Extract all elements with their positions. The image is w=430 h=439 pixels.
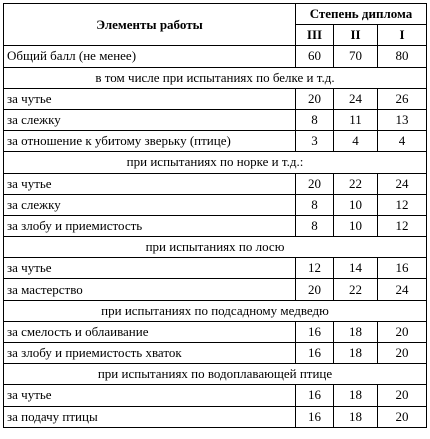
row-value-1: 20 bbox=[378, 321, 427, 342]
section-title: в том числе при испытаниях по белке и т.д. bbox=[4, 67, 427, 88]
row-label: за слежку bbox=[4, 194, 296, 215]
row-value-3: 3 bbox=[296, 131, 334, 152]
row-value-3: 12 bbox=[296, 258, 334, 279]
degree-2-header: II bbox=[334, 25, 378, 46]
row-value-1: 20 bbox=[378, 385, 427, 406]
table-row bbox=[4, 131, 427, 152]
row-label: за злобу и приемистость bbox=[4, 215, 296, 236]
total-row bbox=[4, 46, 427, 67]
row-value-2: 22 bbox=[334, 173, 378, 194]
row-value-3: 16 bbox=[296, 343, 334, 364]
row-value-2: 10 bbox=[334, 215, 378, 236]
row-value-1: 4 bbox=[378, 131, 427, 152]
row-value-2: 11 bbox=[334, 109, 378, 130]
total-label: Общий балл (не менее) bbox=[4, 46, 296, 67]
row-label: за подачу птицы bbox=[4, 406, 296, 427]
table-row bbox=[4, 279, 427, 300]
table-row bbox=[4, 173, 427, 194]
row-value-2: 10 bbox=[334, 194, 378, 215]
row-value-2: 24 bbox=[334, 88, 378, 109]
table-row bbox=[4, 321, 427, 342]
row-value-2: 18 bbox=[334, 321, 378, 342]
row-label: за злобу и приемистость хваток bbox=[4, 343, 296, 364]
row-value-2: 18 bbox=[334, 406, 378, 427]
row-value-2: 4 bbox=[334, 131, 378, 152]
total-value-3: 60 bbox=[296, 46, 334, 67]
row-value-3: 20 bbox=[296, 173, 334, 194]
section-title-row bbox=[4, 364, 427, 385]
degree-1-header: I bbox=[378, 25, 427, 46]
table-row bbox=[4, 406, 427, 427]
degree-header: Степень диплома bbox=[296, 4, 427, 25]
row-value-1: 24 bbox=[378, 173, 427, 194]
elements-header: Элементы работы bbox=[4, 4, 296, 46]
diploma-requirements-table bbox=[3, 3, 427, 428]
row-value-3: 20 bbox=[296, 88, 334, 109]
row-value-2: 18 bbox=[334, 385, 378, 406]
degree-3-header: III bbox=[296, 25, 334, 46]
total-value-2: 70 bbox=[334, 46, 378, 67]
section-title-row bbox=[4, 237, 427, 258]
section-title: при испытаниях по лосю bbox=[4, 237, 427, 258]
row-value-3: 8 bbox=[296, 194, 334, 215]
row-value-3: 16 bbox=[296, 321, 334, 342]
table-row bbox=[4, 385, 427, 406]
section-title-row bbox=[4, 152, 427, 173]
header-row bbox=[4, 4, 427, 25]
row-value-1: 26 bbox=[378, 88, 427, 109]
total-value-1: 80 bbox=[378, 46, 427, 67]
table-row bbox=[4, 343, 427, 364]
table-row bbox=[4, 215, 427, 236]
row-value-3: 8 bbox=[296, 109, 334, 130]
row-label: за чутье bbox=[4, 258, 296, 279]
row-value-1: 12 bbox=[378, 194, 427, 215]
row-label: за смелость и облаивание bbox=[4, 321, 296, 342]
row-value-1: 24 bbox=[378, 279, 427, 300]
row-label: за чутье bbox=[4, 173, 296, 194]
table-row bbox=[4, 258, 427, 279]
row-value-2: 18 bbox=[334, 343, 378, 364]
section-title-row bbox=[4, 67, 427, 88]
row-label: за чутье bbox=[4, 88, 296, 109]
table-row bbox=[4, 194, 427, 215]
row-label: за чутье bbox=[4, 385, 296, 406]
row-value-1: 13 bbox=[378, 109, 427, 130]
sections-body bbox=[4, 67, 427, 427]
section-title: при испытаниях по подсадному медведю bbox=[4, 300, 427, 321]
section-title-row bbox=[4, 300, 427, 321]
row-value-3: 20 bbox=[296, 279, 334, 300]
row-label: за мастерство bbox=[4, 279, 296, 300]
row-value-1: 20 bbox=[378, 406, 427, 427]
row-label: за слежку bbox=[4, 109, 296, 130]
section-title: при испытаниях по норке и т.д.: bbox=[4, 152, 427, 173]
row-value-1: 12 bbox=[378, 215, 427, 236]
row-value-1: 20 bbox=[378, 343, 427, 364]
section-title: при испытаниях по водоплавающей птице bbox=[4, 364, 427, 385]
row-value-2: 22 bbox=[334, 279, 378, 300]
row-value-1: 16 bbox=[378, 258, 427, 279]
row-value-3: 16 bbox=[296, 406, 334, 427]
row-value-3: 16 bbox=[296, 385, 334, 406]
table-row bbox=[4, 109, 427, 130]
row-label: за отношение к убитому зверьку (птице) bbox=[4, 131, 296, 152]
row-value-2: 14 bbox=[334, 258, 378, 279]
table-row bbox=[4, 88, 427, 109]
row-value-3: 8 bbox=[296, 215, 334, 236]
